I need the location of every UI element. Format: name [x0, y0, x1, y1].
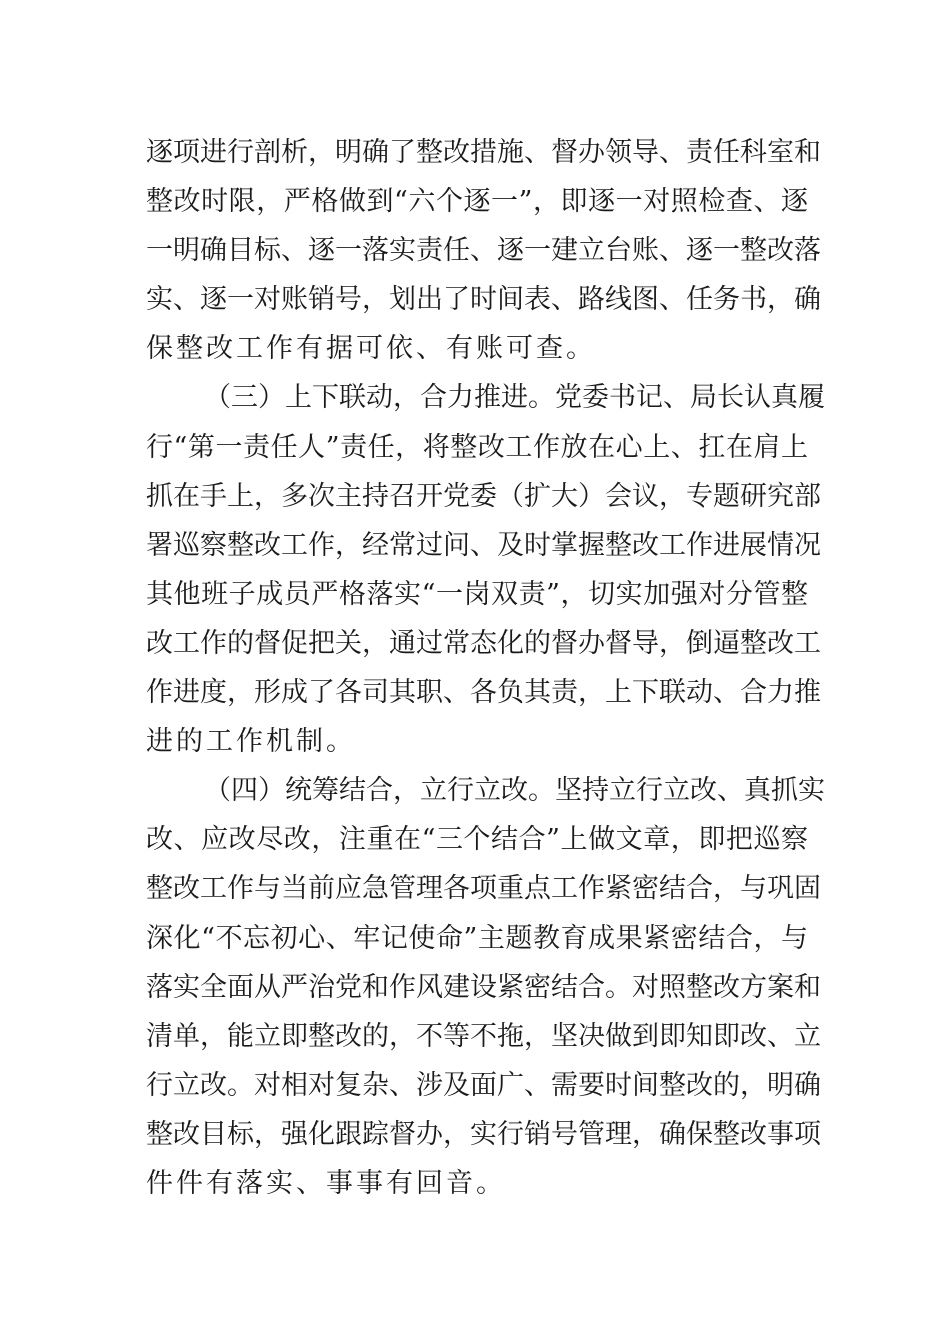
text-line: 作进度，形成了各司其职、各负其责，上下联动、合力推 [146, 677, 821, 709]
text-line: 行“第一责任人”责任，将整改工作放在心上、扛在肩上 [146, 431, 808, 463]
text-line: 改工作的督促把关，通过常态化的督办督导，倒逼整改工 [146, 627, 821, 659]
text-line: 署巡察整改工作，经常过问、及时掌握整改工作进展情况 [146, 529, 821, 561]
text-line: 落实全面从严治党和作风建设紧密结合。对照整改方案和 [146, 971, 821, 1003]
text-line: 行立改。对相对复杂、涉及面广、需要时间整改的，明确 [146, 1069, 821, 1101]
text-line: 清单，能立即整改的，不等不拖，坚决做到即知即改、立 [146, 1020, 821, 1052]
text-line: 实、逐一对账销号，划出了时间表、路线图、任务书，确 [146, 284, 821, 316]
text-line: 保整改工作有据可依、有账可查。 [146, 333, 596, 365]
paragraph-first-line: （三）上下联动，合力推进。党委书记、局长认真履 [204, 382, 825, 414]
text-line: 一明确目标、逐一落实责任、逐一建立台账、逐一整改落 [146, 235, 821, 267]
text-line: 整改时限，严格做到“六个逐一”，即逐一对照检查、逐 [146, 186, 808, 218]
text-line: 其他班子成员严格落实“一岗双责”，切实加强对分管整 [146, 578, 808, 610]
paragraph-first-line: （四）统筹结合，立行立改。坚持立行立改、真抓实 [204, 775, 825, 807]
text-line: 深化“不忘初心、牢记使命”主题教育成果紧密结合，与 [146, 922, 808, 954]
text-line: 件件有落实、事事有回音。 [146, 1167, 506, 1199]
text-line: 改、应改尽改，注重在“三个结合”上做文章，即把巡察 [146, 824, 808, 856]
text-line: 整改目标，强化跟踪督办，实行销号管理，确保整改事项 [146, 1118, 821, 1150]
text-line: 逐项进行剖析，明确了整改措施、督办领导、责任科室和 [146, 137, 821, 168]
body-text [146, 128, 825, 1208]
text-line: 进的工作机制。 [146, 726, 356, 758]
text-line: 整改工作与当前应急管理各项重点工作紧密结合，与巩固 [146, 873, 821, 905]
text-line: 抓在手上，多次主持召开党委（扩大）会议，专题研究部 [146, 480, 821, 512]
